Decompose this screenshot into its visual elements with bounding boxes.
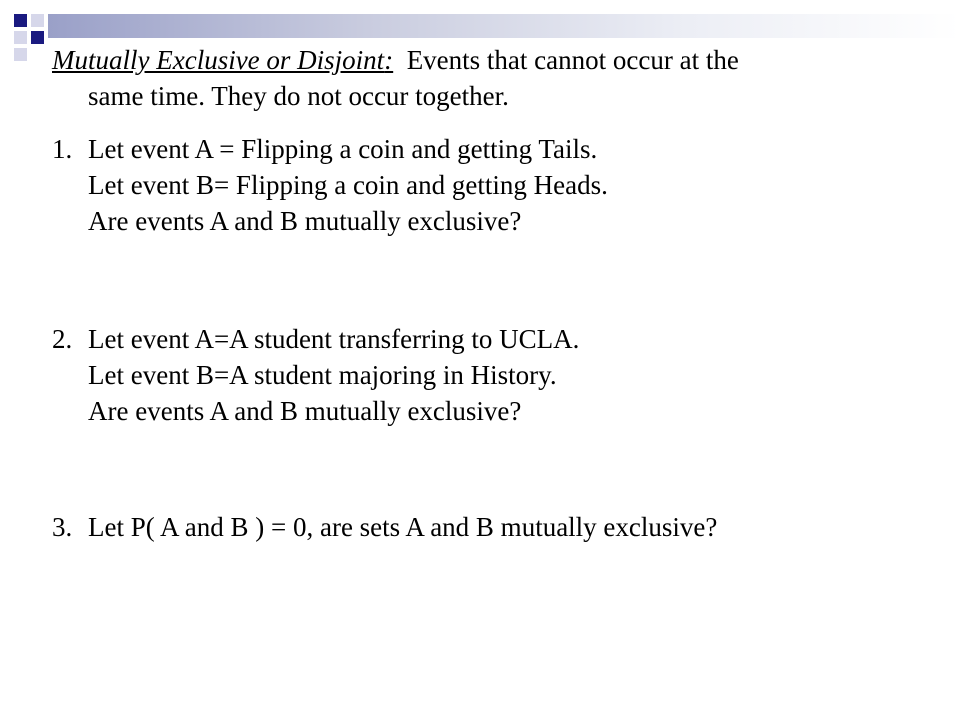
- item-number: 1.: [52, 134, 73, 164]
- slide-content: [52, 42, 912, 545]
- list-item: [52, 509, 912, 545]
- item-line: Are events A and B mutually exclusive?: [88, 396, 522, 426]
- item-lines: [88, 321, 579, 429]
- decorative-square-icon: [14, 31, 27, 44]
- item-line: Let event A=A student transferring to UCLA.: [88, 324, 580, 354]
- item-line: Are events A and B mutually exclusive?: [88, 206, 522, 236]
- list-item: [52, 131, 912, 239]
- item-line: Let event A = Flipping a coin and getting Tails.: [88, 134, 598, 164]
- item-lines: [88, 131, 608, 239]
- decorative-square-icon: [14, 14, 27, 27]
- definition-term-suffix: :: [384, 45, 394, 75]
- item-lines: [88, 509, 717, 545]
- decorative-square-icon: [31, 31, 44, 44]
- definition-text: Events that cannot occur at the: [393, 45, 739, 75]
- header-bar: [48, 14, 960, 38]
- definition: [52, 42, 912, 114]
- item-number: 2.: [52, 324, 73, 354]
- definition-line-2: same time. They do not occur together.: [88, 81, 509, 111]
- item-number: 3.: [52, 512, 73, 542]
- definition-line-1: [52, 42, 912, 78]
- definition-term: Mutually Exclusive or Disjoint: [52, 45, 385, 75]
- item-line: Let event B= Flipping a coin and getting Heads.: [88, 170, 608, 200]
- item-line: Let event B=A student majoring in History.: [88, 360, 557, 390]
- list-item: [52, 321, 912, 429]
- item-line: Let P( A and B ) = 0, are sets A and B mutually exclusive?: [88, 512, 718, 542]
- decorative-square-icon: [31, 14, 44, 27]
- decorative-square-icon: [14, 48, 27, 61]
